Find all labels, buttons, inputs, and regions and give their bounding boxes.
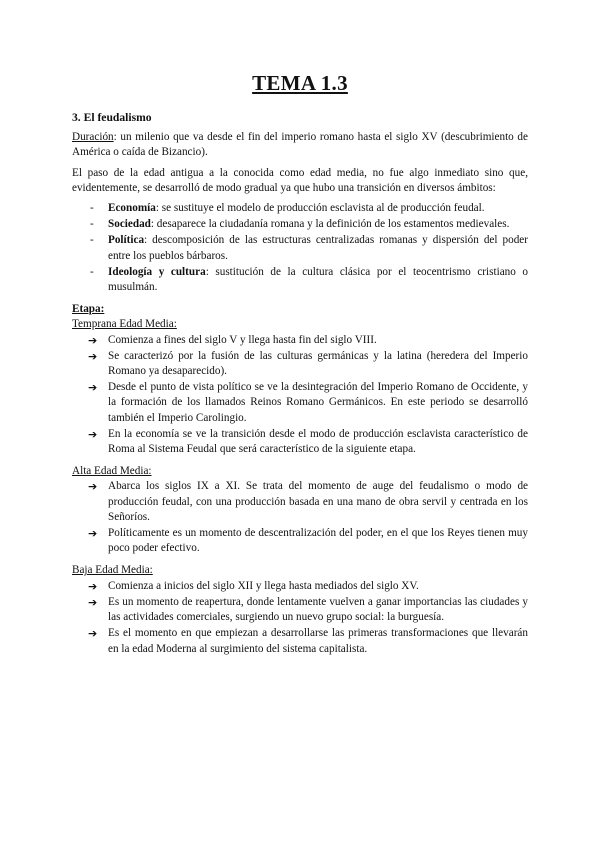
list-item-text: Se caracterizó por la fusión de las culturas germánicas y la latina (heredera del Imperio Romano ya desaparecido).	[108, 349, 528, 378]
arrow-bullet-icon: ➔	[88, 595, 98, 609]
arrow-bullet-icon: ➔	[88, 349, 98, 363]
list-item	[72, 217, 528, 232]
ambito-term: Sociedad	[108, 218, 151, 231]
duracion-text: : un milenio que va desde el fin del imperio romano hasta el siglo XV (descubrimiento de América o caída de Bizancio).	[72, 131, 528, 159]
list-item	[72, 579, 528, 594]
list-item-text: Comienza a fines del siglo V y llega hasta fin del siglo VIII.	[108, 333, 377, 346]
list-item	[72, 479, 528, 525]
arrow-bullet-icon: ➔	[88, 579, 98, 593]
baja-list	[72, 579, 528, 657]
arrow-bullet-icon: ➔	[88, 527, 98, 541]
list-item	[72, 595, 528, 625]
list-item	[72, 427, 528, 457]
alta-list	[72, 479, 528, 556]
intro-paragraph: El paso de la edad antigua a la conocida como edad media, no fue algo inmediato sino que, evidentemente, se desarrolló de modo gradual ya que hubo una transición en diversos ámbitos:	[72, 166, 528, 194]
ambito-term: Economía	[108, 202, 156, 215]
ambito-text: : se sustituye el modelo de producción esclavista al de producción feudal.	[155, 202, 485, 215]
document-title: TEMA 1.3	[252, 71, 348, 95]
list-item	[72, 265, 528, 295]
document-body	[72, 110, 528, 664]
period-heading-baja: Baja Edad Media:	[72, 564, 153, 577]
list-item	[72, 526, 528, 556]
arrow-bullet-icon: ➔	[88, 333, 98, 347]
list-item	[72, 626, 528, 656]
list-item	[72, 333, 528, 348]
arrow-bullet-icon: ➔	[88, 427, 98, 441]
period-heading-alta: Alta Edad Media:	[72, 465, 152, 478]
ambito-text: : desaparece la ciudadanía romana y la definición de los estamentos medievales.	[150, 218, 510, 231]
list-item-text: Abarca los siglos IX a XI. Se trata del momento de auge del feudalismo o modo de producción feudal, con una producción basada en una mano de obra servil y centrada en los Señoríos.	[108, 480, 528, 523]
list-item-text: En la economía se ve la transición desde el modo de producción esclavista característico de Roma al Sistema Feudal que será característico de la siguiente etapa.	[108, 427, 528, 456]
dash-bullet-icon: -	[90, 202, 94, 215]
list-item-text: Políticamente es un momento de descentralización del poder, en el que los Reyes tienen muy poco poder efectivo.	[108, 527, 528, 555]
arrow-bullet-icon: ➔	[88, 480, 98, 494]
list-item-text: Es el momento en que empiezan a desarrollarse las primeras transformaciones que llevarán en la edad Moderna al surgimiento del sistema capitalista.	[108, 627, 528, 655]
list-item	[72, 349, 528, 379]
dash-bullet-icon: -	[90, 234, 94, 247]
etapa-heading: Etapa:	[72, 303, 105, 316]
list-item-text: Comienza a inicios del siglo XII y llega hasta mediados del siglo XV.	[108, 579, 419, 592]
ambito-term: Política	[108, 234, 145, 247]
ambitos-list	[72, 201, 528, 295]
temprana-list	[72, 333, 528, 458]
arrow-bullet-icon: ➔	[88, 627, 98, 641]
ambito-text: : descomposición de las estructuras centralizadas romanas y dispersión del poder entre los pueblos bárbaros.	[108, 234, 528, 262]
dash-bullet-icon: -	[90, 265, 94, 278]
ambito-term: Ideología y cultura	[108, 265, 206, 278]
list-item	[72, 380, 528, 426]
ambito-text: : sustitución de la cultura clásica por el teocentrismo cristiano o musulmán.	[108, 265, 529, 294]
list-item-text: Desde el punto de vista político se ve la desintegración del Imperio Romano de Occidente, y la formación de los llamados Reinos Romano Germánicos. En este periodo se desarrolló también el Imperio Carolingio.	[108, 381, 528, 424]
section-heading: 3. El feudalismo	[72, 111, 152, 124]
duracion-label: Duración	[72, 131, 114, 144]
period-heading-temprana: Temprana Edad Media:	[72, 318, 177, 331]
list-item	[72, 233, 528, 263]
dash-bullet-icon: -	[90, 218, 94, 231]
duracion-paragraph	[72, 130, 528, 160]
list-item	[72, 201, 528, 216]
arrow-bullet-icon: ➔	[88, 381, 98, 395]
list-item-text: Es un momento de reapertura, donde lentamente vuelven a ganar importancias las ciudades y las actividades comerciales, surgiendo un nuevo grupo social: la burguesía.	[108, 595, 528, 624]
